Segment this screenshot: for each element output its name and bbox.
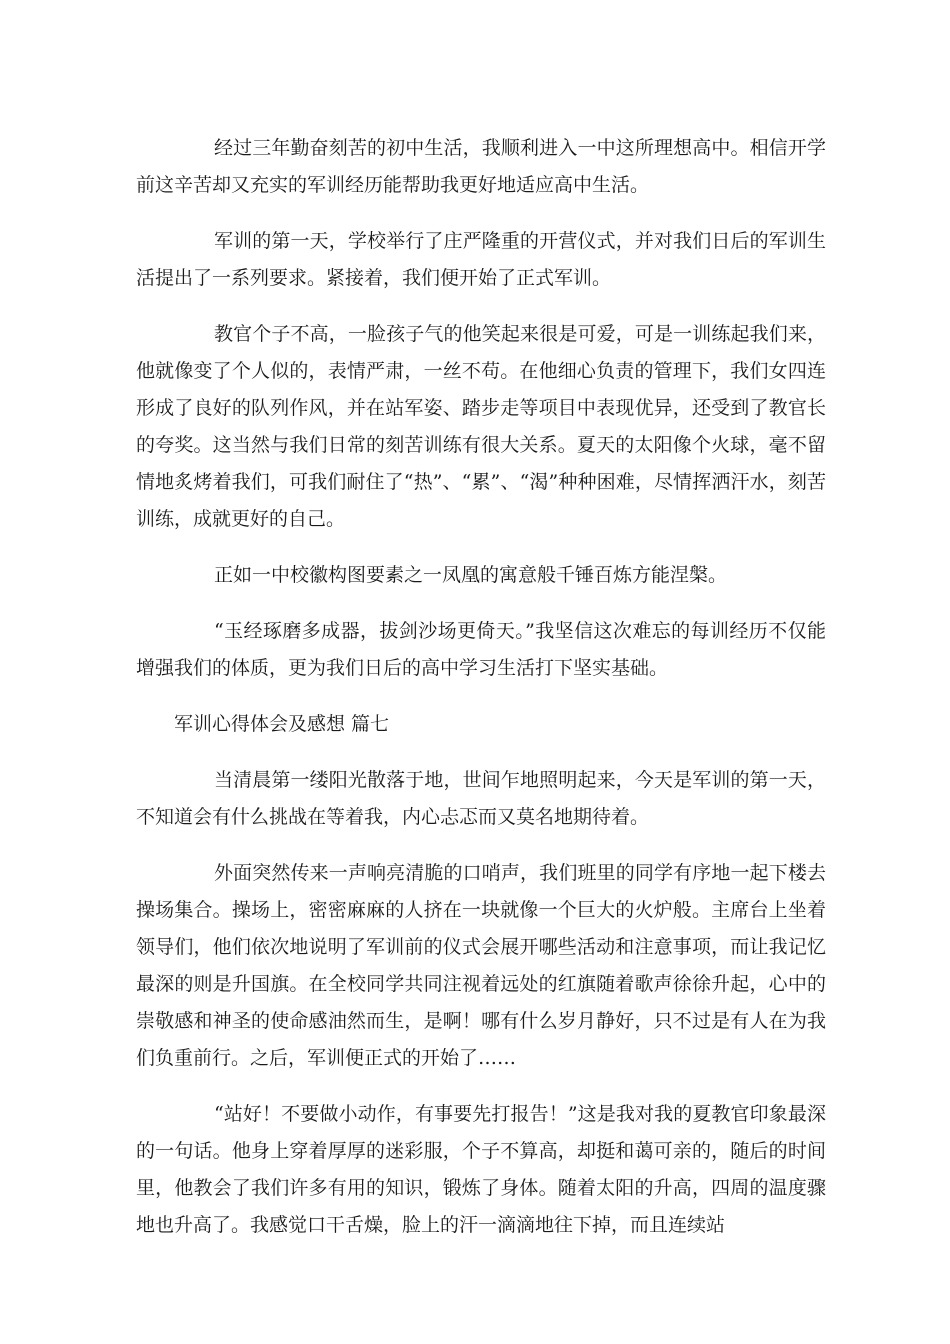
paragraph-4: 正如一中校徽构图要素之一凤凰的寓意般千锤百炼方能涅槃。 xyxy=(214,564,728,586)
paragraph-2: 军训的第一天，学校举行了庄严隆重的开营仪式，并对我们日后的军训生活提出了一系列要求。紧接着，我们便开始了正式军训。 xyxy=(136,230,826,289)
paragraph-3: 教官个子不高，一脸孩子气的他笑起来很是可爱，可是一训练起我们来，他就像变了个人似的，表情严肃，一丝不苟。在他细心负责的管理下，我们女四连形成了良好的队列作风，并在站军姿、踏步走等项目中表现优异，还受到了教官长的夸奖。这当然与我们日常的刻苦训练有很大关系。夏天的太阳像个火球，毫不留情地炙烤着我们，可我们耐住了“热”、“累”、“渴”种种困难，尽情挥洒汗水，刻苦训练，成就更好的自己。 xyxy=(136,323,826,530)
paragraph-7: 外面突然传来一声响亮清脆的口哨声，我们班里的同学有序地一起下楼去操场集合。操场上，密密麻麻的人挤在一块就像一个巨大的火炉般。主席台上坐着领导们，他们依次地说明了军训前的仪式会展开哪些活动和注意事项，而让我记忆最深的则是升国旗。在全校同学共同注视着远处的红旗随着歌声徐徐升起，心中的崇敬感和神圣的使命感油然而生，是啊！哪有什么岁月静好，只不过是有人在为我们负重前行。之后，军训便正式的开始了…… xyxy=(136,862,826,1069)
paragraph-6: 当清晨第一缕阳光散落于地，世间乍地照明起来，今天是军训的第一天，不知道会有什么挑战在等着我，内心忐忑而又莫名地期待着。 xyxy=(136,769,826,828)
section-heading: 军训心得体会及感想 篇七 xyxy=(174,713,390,735)
document-page xyxy=(136,130,826,1244)
paragraph-8: “站好！不要做小动作，有事要先打报告！”这是我对我的夏教官印象最深的一句话。他身上穿着厚厚的迷彩服，个子不算高，却挺和蔼可亲的，随后的时间里，他教会了我们许多有用的知识，锻炼了身体。随着太阳的升高，四周的温度骤地也升高了。我感觉口干舌燥，脸上的汗一滴滴地往下掉，而且连续站 xyxy=(136,1103,826,1236)
paragraph-1: 经过三年勤奋刻苦的初中生活，我顺利进入一中这所理想高中。相信开学前这辛苦却又充实的军训经历能帮助我更好地适应高中生活。 xyxy=(136,137,826,196)
paragraph-5: “玉经琢磨多成器，拔剑沙场更倚天。”我坚信这次难忘的每训经历不仅能增强我们的体质，更为我们日后的高中学习生活打下坚实基础。 xyxy=(136,620,826,679)
